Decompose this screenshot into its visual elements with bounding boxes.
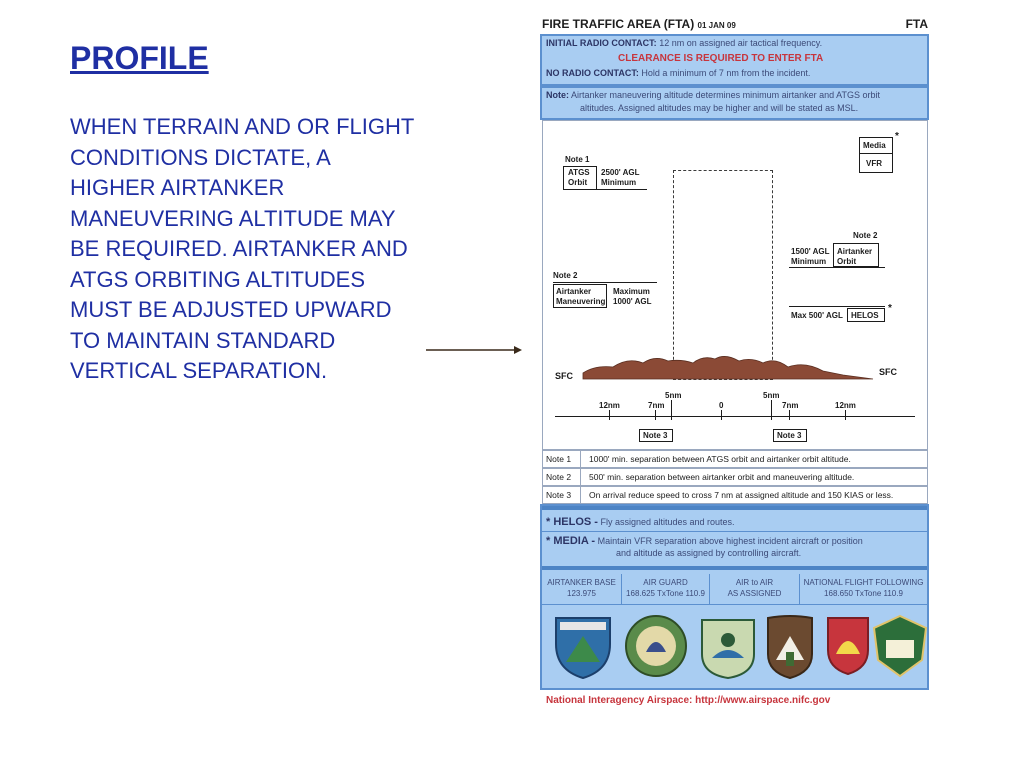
slide-title: PROFILE (70, 40, 209, 76)
note-text-2: altitudes. Assigned altitudes may be higher and will be stated as MSL. (580, 103, 859, 113)
sfc-left-label: SFC (555, 371, 573, 381)
minimum-2-label: Minimum (791, 257, 827, 266)
frequency-cell (622, 574, 710, 604)
notes-row-separator (580, 469, 581, 485)
agl-1000-label: 1000' AGL (613, 297, 652, 306)
scale-0: 0 (719, 401, 724, 410)
no-radio-line (546, 68, 810, 78)
media-label: Media (863, 141, 886, 150)
fta-card (536, 12, 936, 712)
media-rule-label: * MEDIA - (546, 535, 596, 547)
scale-12nm-left: 12nm (599, 401, 620, 410)
note-panel (540, 86, 929, 120)
note-line-1 (546, 90, 880, 100)
tick-12nm-left (609, 410, 610, 420)
footer-url-text: National Interagency Airspace: http://www.airspace.nifc.gov (546, 695, 831, 706)
airtanker-2-label: Airtanker (556, 287, 592, 296)
nps-seal-icon (764, 614, 816, 680)
slide-body-text: WHEN TERRAIN AND OR FLIGHT CONDITIONS DICTATE, A HIGHER AIRTANKER MANEUVERING ALTITUDE MAY BE REQUIRED. AIRTANKER AND ATGS ORBITING ALTITUDES MUST BE ADJUSTED UPWARD TO MAINTAIN STANDARD VERTICAL SEPARATION. (70, 114, 414, 383)
atgs-level-line (563, 189, 647, 190)
airtanker-label: Airtanker (837, 247, 873, 256)
notes-row-text: 500' min. separation between airtanker orbit and maneuvering altitude. (589, 472, 855, 482)
atgs-label: ATGS (568, 168, 590, 177)
frequency-cell (710, 574, 800, 604)
notes-row-separator (580, 487, 581, 503)
helos-label: HELOS (851, 311, 879, 320)
tick-7nm-right (789, 410, 790, 420)
notes-row-text: 1000' min. separation between ATGS orbit and airtanker orbit altitude. (589, 454, 851, 464)
tick-0 (721, 410, 722, 420)
radio-contact-panel (540, 34, 929, 86)
helos-rule-text: Fly assigned altitudes and routes. (600, 517, 735, 527)
no-radio-text: Hold a minimum of 7 nm from the incident. (641, 68, 811, 78)
initial-contact-line (546, 38, 822, 48)
blm-seal-icon (552, 614, 614, 680)
clearance-text: CLEARANCE IS REQUIRED TO ENTER FTA (618, 53, 824, 64)
scale-5nm-left: 5nm (665, 391, 682, 400)
card-title (542, 17, 736, 31)
notes-table (542, 450, 928, 504)
note2-right-label: Note 2 (853, 231, 878, 240)
frequency-cell (800, 574, 927, 604)
maneuvering-label: Maneuvering (556, 297, 606, 306)
frequency-value: 168.625 TxTone 110.9 (626, 589, 705, 598)
frequency-value: 123.975 (567, 589, 596, 598)
card-code: FTA (905, 17, 928, 31)
card-title-text: FIRE TRAFFIC AREA (FTA) (542, 17, 695, 31)
panel-divider (542, 531, 927, 532)
note-label: Note: (546, 90, 569, 100)
frequency-value: AS ASSIGNED (727, 589, 782, 598)
max-500-label: Max 500' AGL (791, 311, 843, 320)
maximum-label: Maximum (613, 287, 650, 296)
panel-strip (542, 506, 927, 510)
tick-7nm-left (655, 410, 656, 420)
notes-row-separator (580, 451, 581, 467)
vfr-label: VFR (866, 159, 882, 168)
calfire-seal-icon (822, 614, 874, 676)
arrow-right-icon (426, 344, 526, 356)
initial-contact-text: 12 nm on assigned air tactical frequency. (659, 38, 823, 48)
notes-row-text: On arrival reduce speed to cross 7 nm at assigned altitude and 150 KIAS or less. (589, 490, 894, 500)
frequency-name: NATIONAL FLIGHT FOLLOWING (803, 578, 924, 587)
frequency-name: AIRTANKER BASE (547, 578, 616, 587)
frequency-value: 168.650 TxTone 110.9 (824, 589, 903, 598)
maneuvering-line (553, 282, 657, 283)
frequency-cell (542, 574, 622, 604)
helos-star: * (888, 303, 892, 314)
frequency-name: AIR GUARD (643, 578, 688, 587)
atgs-orbit-label: Orbit (568, 178, 588, 187)
sfc-right-label: SFC (879, 367, 897, 377)
note1-label: Note 1 (565, 155, 590, 164)
helos-line (789, 306, 885, 307)
scale-7nm-right: 7nm (782, 401, 799, 410)
notes-row-key: Note 2 (546, 472, 572, 482)
no-radio-label: NO RADIO CONTACT: (546, 68, 639, 78)
panel-divider (542, 604, 927, 605)
media-line-text (546, 535, 863, 547)
frequency-name: AIR to AIR (735, 578, 774, 587)
agl-2500-label: 2500' AGL (601, 168, 640, 177)
notes-row-key: Note 3 (546, 490, 572, 500)
helos-media-panel (540, 504, 929, 690)
helos-rule-label: * HELOS - (546, 516, 598, 528)
frequency-row (542, 574, 927, 604)
usfs-seal-icon (872, 614, 928, 678)
notes-row (542, 468, 928, 486)
scale-7nm-left: 7nm (648, 401, 665, 410)
agl-1500-label: 1500' AGL (791, 247, 830, 256)
fws-seal-icon (698, 614, 758, 680)
tick-5nm-right (771, 400, 772, 420)
airtanker-orbit-label: Orbit (837, 257, 857, 266)
terrain-profile (543, 343, 929, 383)
minimum-label: Minimum (601, 178, 637, 187)
note-text-1: Airtanker maneuvering altitude determines minimum airtanker and ATGS orbit (571, 90, 880, 100)
media-star: * (895, 131, 899, 142)
scale-5nm-right: 5nm (763, 391, 780, 400)
panel-strip (542, 566, 927, 570)
media-rule-text-1: Maintain VFR separation above highest incident aircraft or position (597, 536, 863, 546)
bia-seal-icon (624, 614, 688, 678)
card-date: 01 JAN 09 (697, 21, 736, 30)
airtanker-orbit-line (789, 267, 885, 268)
tick-5nm-left (671, 400, 672, 420)
media-rule-text-2: and altitude as assigned by controlling aircraft. (616, 548, 802, 558)
scale-12nm-right: 12nm (835, 401, 856, 410)
initial-contact-label: INITIAL RADIO CONTACT: (546, 38, 657, 48)
note3-right-label: Note 3 (777, 431, 802, 440)
tick-12nm-right (845, 410, 846, 420)
profile-diagram (542, 120, 928, 450)
notes-row-key: Note 1 (546, 454, 572, 464)
notes-row (542, 486, 928, 504)
notes-row (542, 450, 928, 468)
media-divider (859, 153, 893, 154)
helos-line-text (546, 516, 735, 528)
note3-left-label: Note 3 (643, 431, 668, 440)
note2-left-label: Note 2 (553, 271, 578, 280)
